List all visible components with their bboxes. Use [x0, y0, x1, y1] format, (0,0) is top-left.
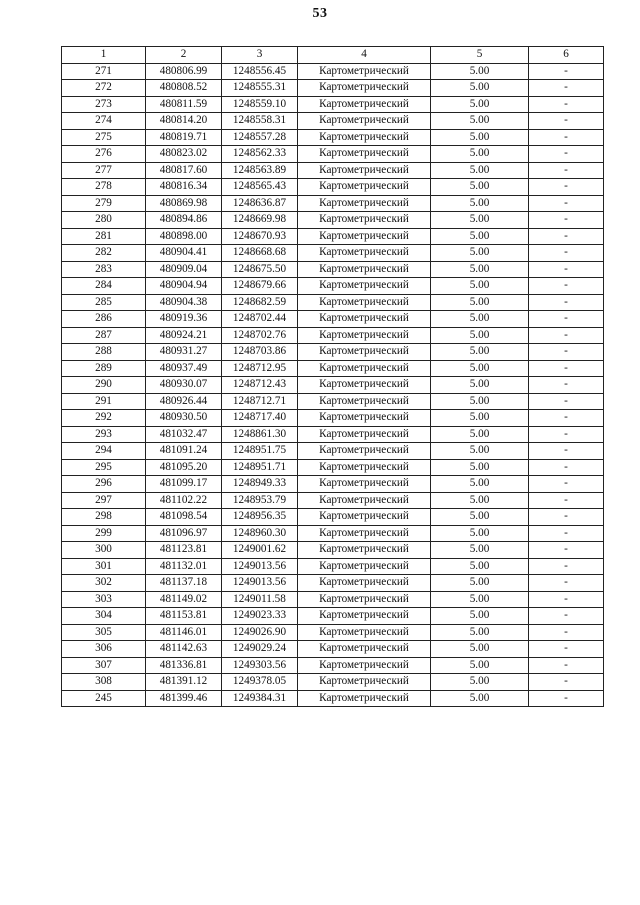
- table-cell: Картометрический: [298, 492, 431, 509]
- table-cell: 5.00: [431, 492, 529, 509]
- table-cell: Картометрический: [298, 641, 431, 658]
- table-cell: -: [529, 212, 604, 229]
- table-cell: -: [529, 146, 604, 163]
- table-cell: Картометрический: [298, 591, 431, 608]
- column-header: 1: [62, 47, 146, 64]
- table-cell: 5.00: [431, 525, 529, 542]
- table-cell: -: [529, 608, 604, 625]
- table-cell: Картометрический: [298, 278, 431, 295]
- table-cell: 481137.18: [146, 575, 222, 592]
- table-row: [62, 162, 604, 179]
- table-row: [62, 443, 604, 460]
- table-cell: -: [529, 278, 604, 295]
- column-header: 4: [298, 47, 431, 64]
- table-cell: 480811.59: [146, 96, 222, 113]
- table-cell: Картометрический: [298, 311, 431, 328]
- table-row: [62, 80, 604, 97]
- table-cell: Картометрический: [298, 624, 431, 641]
- table-cell: 1248562.33: [222, 146, 298, 163]
- table-cell: 1248556.45: [222, 63, 298, 80]
- table-cell: 481336.81: [146, 657, 222, 674]
- table-cell: 1249029.24: [222, 641, 298, 658]
- table-cell: 5.00: [431, 80, 529, 97]
- table-cell: -: [529, 195, 604, 212]
- table-cell: -: [529, 410, 604, 427]
- table-cell: 292: [62, 410, 146, 427]
- table-cell: 1248636.87: [222, 195, 298, 212]
- table-cell: -: [529, 558, 604, 575]
- table-cell: 308: [62, 674, 146, 691]
- table-cell: 5.00: [431, 294, 529, 311]
- table-cell: 5.00: [431, 426, 529, 443]
- table-cell: 5.00: [431, 608, 529, 625]
- table-cell: -: [529, 459, 604, 476]
- table-cell: -: [529, 179, 604, 196]
- table-cell: 481091.24: [146, 443, 222, 460]
- table-cell: -: [529, 377, 604, 394]
- table-cell: 5.00: [431, 393, 529, 410]
- table-row: [62, 476, 604, 493]
- table-cell: 481149.02: [146, 591, 222, 608]
- table-cell: 5.00: [431, 459, 529, 476]
- table-row: [62, 129, 604, 146]
- table-cell: -: [529, 80, 604, 97]
- table-cell: 296: [62, 476, 146, 493]
- table-cell: 1249011.58: [222, 591, 298, 608]
- column-header: 2: [146, 47, 222, 64]
- table-cell: Картометрический: [298, 261, 431, 278]
- table-cell: Картометрический: [298, 63, 431, 80]
- table-cell: Картометрический: [298, 608, 431, 625]
- table-cell: 5.00: [431, 657, 529, 674]
- table-cell: 1248951.75: [222, 443, 298, 460]
- page-number: 53: [312, 6, 328, 21]
- table-cell: 298: [62, 509, 146, 526]
- table-cell: -: [529, 228, 604, 245]
- table-row: [62, 113, 604, 130]
- table-cell: 1248861.30: [222, 426, 298, 443]
- table-cell: 300: [62, 542, 146, 559]
- table-row: [62, 393, 604, 410]
- table-cell: -: [529, 245, 604, 262]
- table-cell: -: [529, 63, 604, 80]
- table-cell: Картометрический: [298, 674, 431, 691]
- table-row: [62, 311, 604, 328]
- table-cell: 5.00: [431, 443, 529, 460]
- table-cell: -: [529, 443, 604, 460]
- table-cell: 5.00: [431, 624, 529, 641]
- table-row: [62, 459, 604, 476]
- table-cell: 294: [62, 443, 146, 460]
- table-cell: -: [529, 294, 604, 311]
- table-cell: -: [529, 261, 604, 278]
- table-cell: 281: [62, 228, 146, 245]
- table-cell: 480909.04: [146, 261, 222, 278]
- table-cell: 276: [62, 146, 146, 163]
- table-cell: 480869.98: [146, 195, 222, 212]
- table-cell: 1248555.31: [222, 80, 298, 97]
- table-cell: 481032.47: [146, 426, 222, 443]
- table-cell: 271: [62, 63, 146, 80]
- table-cell: 1248712.95: [222, 360, 298, 377]
- table-cell: 5.00: [431, 179, 529, 196]
- table-cell: 299: [62, 525, 146, 542]
- table-cell: 1248675.50: [222, 261, 298, 278]
- table-cell: Картометрический: [298, 393, 431, 410]
- table-cell: 1248558.31: [222, 113, 298, 130]
- table-cell: 480930.07: [146, 377, 222, 394]
- table-cell: 1248565.43: [222, 179, 298, 196]
- table-cell: 304: [62, 608, 146, 625]
- table-cell: Картометрический: [298, 129, 431, 146]
- table-cell: 285: [62, 294, 146, 311]
- table-cell: 5.00: [431, 344, 529, 361]
- table-cell: 279: [62, 195, 146, 212]
- table-row: [62, 344, 604, 361]
- table-cell: 1248702.44: [222, 311, 298, 328]
- table-cell: 481099.17: [146, 476, 222, 493]
- table-cell: 5.00: [431, 311, 529, 328]
- table-cell: 307: [62, 657, 146, 674]
- table-cell: 290: [62, 377, 146, 394]
- table-cell: Картометрический: [298, 360, 431, 377]
- table-cell: Картометрический: [298, 162, 431, 179]
- table-cell: 5.00: [431, 377, 529, 394]
- table-cell: 5.00: [431, 146, 529, 163]
- table-cell: 5.00: [431, 63, 529, 80]
- table-cell: -: [529, 129, 604, 146]
- table-cell: 284: [62, 278, 146, 295]
- table-cell: 480808.52: [146, 80, 222, 97]
- table-cell: 480924.21: [146, 327, 222, 344]
- table-row: [62, 542, 604, 559]
- table-row: [62, 360, 604, 377]
- table-cell: 480823.02: [146, 146, 222, 163]
- table-cell: 280: [62, 212, 146, 229]
- table-row: [62, 146, 604, 163]
- table-cell: Картометрический: [298, 80, 431, 97]
- table-cell: 1248563.89: [222, 162, 298, 179]
- table-cell: 306: [62, 641, 146, 658]
- table-cell: 1248953.79: [222, 492, 298, 509]
- table-cell: 1249013.56: [222, 575, 298, 592]
- table-cell: 283: [62, 261, 146, 278]
- table-cell: 5.00: [431, 212, 529, 229]
- table-cell: 1248956.35: [222, 509, 298, 526]
- table-cell: 305: [62, 624, 146, 641]
- table-row: [62, 657, 604, 674]
- table-cell: 274: [62, 113, 146, 130]
- table-cell: 481399.46: [146, 690, 222, 707]
- table-cell: 1248669.98: [222, 212, 298, 229]
- table-row: [62, 245, 604, 262]
- table-row: [62, 641, 604, 658]
- table-row: [62, 525, 604, 542]
- table-cell: -: [529, 327, 604, 344]
- table-cell: 5.00: [431, 162, 529, 179]
- table-cell: 1249384.31: [222, 690, 298, 707]
- table-cell: 272: [62, 80, 146, 97]
- table-cell: Картометрический: [298, 179, 431, 196]
- table-cell: -: [529, 690, 604, 707]
- table-cell: 480930.50: [146, 410, 222, 427]
- table-cell: 278: [62, 179, 146, 196]
- table-row: [62, 624, 604, 641]
- table-cell: Картометрический: [298, 344, 431, 361]
- table-row: [62, 179, 604, 196]
- table-cell: 1248702.76: [222, 327, 298, 344]
- table-header-row: [62, 47, 604, 64]
- table-row: [62, 212, 604, 229]
- table-cell: 481095.20: [146, 459, 222, 476]
- table-cell: 5.00: [431, 674, 529, 691]
- table-cell: 1248557.28: [222, 129, 298, 146]
- table-row: [62, 63, 604, 80]
- table-cell: 1249001.62: [222, 542, 298, 559]
- table-cell: Картометрический: [298, 426, 431, 443]
- table-cell: 481142.63: [146, 641, 222, 658]
- table-cell: 1249023.33: [222, 608, 298, 625]
- table-cell: 1248712.71: [222, 393, 298, 410]
- table-cell: -: [529, 575, 604, 592]
- table-cell: 295: [62, 459, 146, 476]
- table-cell: 5.00: [431, 575, 529, 592]
- table-row: [62, 426, 604, 443]
- table-cell: 481153.81: [146, 608, 222, 625]
- table-cell: 480819.71: [146, 129, 222, 146]
- table-cell: 5.00: [431, 228, 529, 245]
- table-cell: 481098.54: [146, 509, 222, 526]
- table-cell: -: [529, 96, 604, 113]
- table-cell: 480898.00: [146, 228, 222, 245]
- table-cell: Картометрический: [298, 575, 431, 592]
- table-cell: 5.00: [431, 476, 529, 493]
- table-cell: 5.00: [431, 558, 529, 575]
- table-row: [62, 294, 604, 311]
- table-cell: 1249378.05: [222, 674, 298, 691]
- table-row: [62, 377, 604, 394]
- table-cell: 480817.60: [146, 162, 222, 179]
- table-cell: -: [529, 591, 604, 608]
- table-cell: 480931.27: [146, 344, 222, 361]
- table-cell: 291: [62, 393, 146, 410]
- table-cell: -: [529, 624, 604, 641]
- table-row: [62, 690, 604, 707]
- table-cell: 480937.49: [146, 360, 222, 377]
- table-cell: 286: [62, 311, 146, 328]
- table-cell: 480814.20: [146, 113, 222, 130]
- table-cell: 481102.22: [146, 492, 222, 509]
- table-cell: 480904.94: [146, 278, 222, 295]
- table-cell: Картометрический: [298, 525, 431, 542]
- table-cell: Картометрический: [298, 542, 431, 559]
- table-cell: 5.00: [431, 195, 529, 212]
- table-cell: Картометрический: [298, 410, 431, 427]
- table-cell: 480926.44: [146, 393, 222, 410]
- table-row: [62, 261, 604, 278]
- table-cell: 1248679.66: [222, 278, 298, 295]
- column-header: 5: [431, 47, 529, 64]
- table-cell: 289: [62, 360, 146, 377]
- table-cell: 5.00: [431, 327, 529, 344]
- table-cell: 480904.38: [146, 294, 222, 311]
- table-cell: 5.00: [431, 410, 529, 427]
- table-cell: 245: [62, 690, 146, 707]
- table-cell: 288: [62, 344, 146, 361]
- table-cell: -: [529, 509, 604, 526]
- table-cell: Картометрический: [298, 657, 431, 674]
- table-row: [62, 492, 604, 509]
- table-cell: 480806.99: [146, 63, 222, 80]
- table-cell: -: [529, 657, 604, 674]
- table-row: [62, 96, 604, 113]
- table-cell: -: [529, 393, 604, 410]
- table-cell: -: [529, 426, 604, 443]
- table-cell: 1248949.33: [222, 476, 298, 493]
- table-cell: 5.00: [431, 690, 529, 707]
- table-cell: Картометрический: [298, 96, 431, 113]
- table-cell: -: [529, 476, 604, 493]
- table-cell: 273: [62, 96, 146, 113]
- table-body: [62, 63, 604, 707]
- table-cell: -: [529, 492, 604, 509]
- table-cell: 481123.81: [146, 542, 222, 559]
- table-cell: 5.00: [431, 96, 529, 113]
- coordinates-table: [61, 46, 604, 707]
- table-cell: 480894.86: [146, 212, 222, 229]
- table-cell: 481132.01: [146, 558, 222, 575]
- table-cell: Картометрический: [298, 294, 431, 311]
- table-cell: Картометрический: [298, 690, 431, 707]
- table-row: [62, 591, 604, 608]
- table-cell: 1248668.68: [222, 245, 298, 262]
- column-header: 3: [222, 47, 298, 64]
- table-cell: 481146.01: [146, 624, 222, 641]
- table-row: [62, 410, 604, 427]
- table-cell: 5.00: [431, 278, 529, 295]
- table-cell: Картометрический: [298, 327, 431, 344]
- table-cell: Картометрический: [298, 377, 431, 394]
- table-cell: Картометрический: [298, 146, 431, 163]
- table-cell: -: [529, 311, 604, 328]
- table-cell: 1248951.71: [222, 459, 298, 476]
- table-cell: 1249026.90: [222, 624, 298, 641]
- table-cell: -: [529, 674, 604, 691]
- table-cell: 301: [62, 558, 146, 575]
- table-cell: 5.00: [431, 542, 529, 559]
- table-cell: 1249013.56: [222, 558, 298, 575]
- column-header: 6: [529, 47, 604, 64]
- table-cell: 297: [62, 492, 146, 509]
- table-cell: 5.00: [431, 245, 529, 262]
- table-cell: 282: [62, 245, 146, 262]
- table-cell: Картометрический: [298, 212, 431, 229]
- table-cell: 277: [62, 162, 146, 179]
- table-cell: 480919.36: [146, 311, 222, 328]
- table-cell: Картометрический: [298, 459, 431, 476]
- table-cell: 293: [62, 426, 146, 443]
- table-row: [62, 228, 604, 245]
- table-cell: 1248960.30: [222, 525, 298, 542]
- table-row: [62, 195, 604, 212]
- table-cell: 1248682.59: [222, 294, 298, 311]
- table-cell: 480904.41: [146, 245, 222, 262]
- table-cell: Картометрический: [298, 476, 431, 493]
- table-cell: Картометрический: [298, 558, 431, 575]
- table-cell: Картометрический: [298, 245, 431, 262]
- table-cell: 275: [62, 129, 146, 146]
- table-row: [62, 674, 604, 691]
- table-cell: 302: [62, 575, 146, 592]
- table-cell: 1249303.56: [222, 657, 298, 674]
- table-cell: Картометрический: [298, 443, 431, 460]
- table-cell: 5.00: [431, 360, 529, 377]
- table-cell: 481096.97: [146, 525, 222, 542]
- table-cell: -: [529, 162, 604, 179]
- table-cell: 1248670.93: [222, 228, 298, 245]
- table-cell: -: [529, 542, 604, 559]
- table-cell: -: [529, 344, 604, 361]
- table-cell: -: [529, 525, 604, 542]
- table-row: [62, 509, 604, 526]
- table-cell: Картометрический: [298, 228, 431, 245]
- table-cell: -: [529, 641, 604, 658]
- table-cell: 287: [62, 327, 146, 344]
- table-cell: Картометрический: [298, 195, 431, 212]
- table-row: [62, 327, 604, 344]
- table-cell: 480816.34: [146, 179, 222, 196]
- table-cell: -: [529, 360, 604, 377]
- table-row: [62, 278, 604, 295]
- table-row: [62, 575, 604, 592]
- table-row: [62, 608, 604, 625]
- table-cell: 5.00: [431, 261, 529, 278]
- table-cell: 1248559.10: [222, 96, 298, 113]
- table-cell: 1248717.40: [222, 410, 298, 427]
- table-cell: 481391.12: [146, 674, 222, 691]
- table-row: [62, 558, 604, 575]
- table-cell: 5.00: [431, 591, 529, 608]
- table-cell: 303: [62, 591, 146, 608]
- table-cell: 1248712.43: [222, 377, 298, 394]
- table-cell: 5.00: [431, 641, 529, 658]
- table-cell: Картометрический: [298, 113, 431, 130]
- table-cell: 5.00: [431, 113, 529, 130]
- table-cell: Картометрический: [298, 509, 431, 526]
- table-cell: 5.00: [431, 509, 529, 526]
- table-cell: -: [529, 113, 604, 130]
- table-cell: 1248703.86: [222, 344, 298, 361]
- table-cell: 5.00: [431, 129, 529, 146]
